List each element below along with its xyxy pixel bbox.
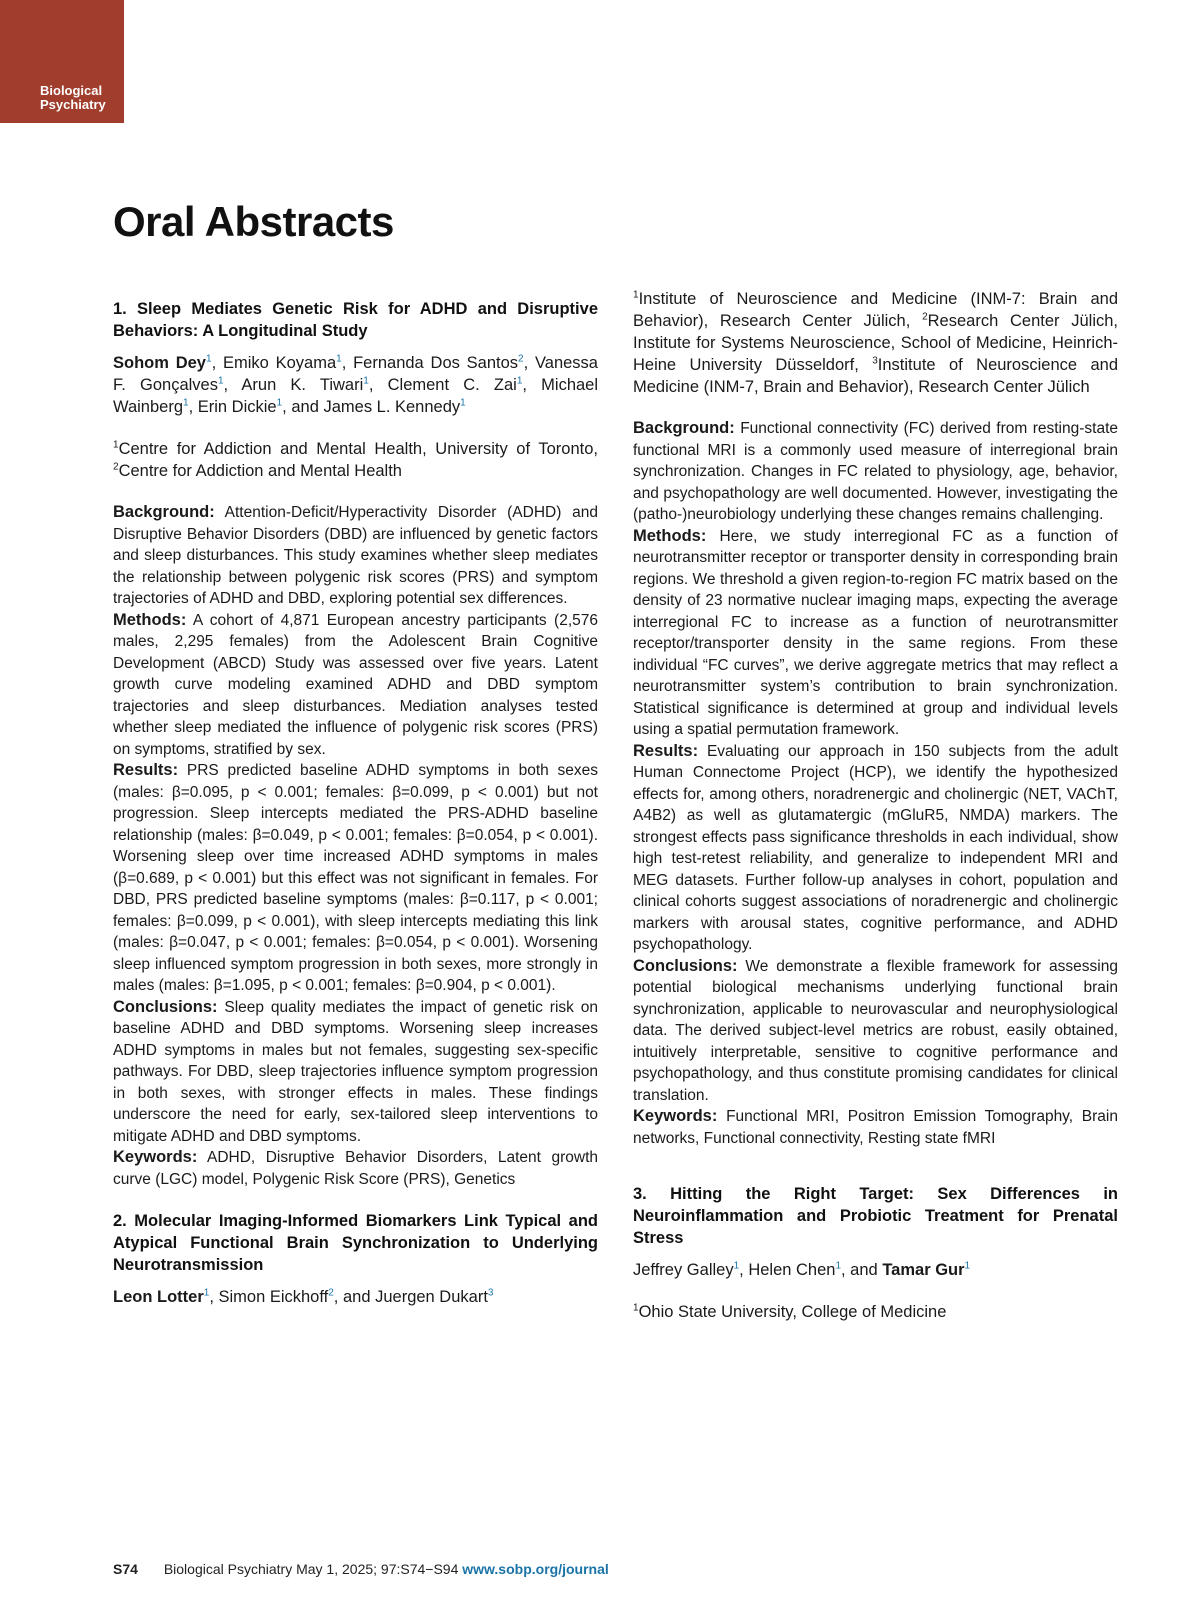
left-column [113, 298, 598, 1308]
author-name: Clement C. Zai [387, 376, 517, 394]
section-label: Conclusions: [113, 997, 218, 1016]
author-list: Sohom Dey$^1$, Emiko Koyama$^1$, Fernanda Dos Santos$^2$, Vanessa F. Gonçalves$^1$, Arun K. Tiwari$^1$, Clement C. Zai$^1$, Michael Wainberg$^1$, Erin Dickie$^1$, and James L. Kennedy$^1$ [113, 353, 599, 416]
affiliation-text: Research Center Jülich, Institute for Systems Neuroscience, School of Medicine, Heinrich-Heine University Düsseldorf, [633, 312, 1119, 374]
abstract-section [633, 741, 1118, 956]
section-label: Background: [633, 419, 735, 437]
section-text: Here, we study interregional FC as a function of neurotransmitter receptor or transporter density in corresponding brain regions. We threshold a given region-to-region FC matrix based on the density of 23 normative nuclear imaging maps, expecting the average interregional FC to increase as a function of neurotransmitter receptor/transporter density in the same regions. From these individual “FC curves”, we derive aggregate metrics that may reflect a neurotransmitter system’s contribution to brain synchronization. Statistical significance is determined at group and individual levels using a spatial permutation framework. [633, 527, 1118, 738]
author-affiliation-marker: 1 [336, 353, 342, 365]
author-affiliation-marker: 1 [206, 353, 212, 365]
section-text: PRS predicted baseline ADHD symptoms in both sexes (males: β=0.095, p < 0.001; females: β=0.099, p < 0.001) but not progression. Sleep intercepts mediated the PRS-ADHD baseline relationship (males: β=0.049, p < 0.001; females: β=0.054, p < 0.001). Worsening sleep over time increased ADHD symptoms in males (β=0.689, p < 0.001) but this effect was not significant in females. For DBD, PRS predicted baseline symptoms (males: β=0.117, p < 0.001; females: β=0.099, p < 0.001), with sleep intercepts mediating this link (males: β=0.047, p < 0.001; females: β=0.054, p < 0.001). Worsening sleep influenced symptom progression in both sexes, more strongly in males (males: β=1.095, p < 0.001; females: β=0.904, p < 0.001). [113, 762, 598, 994]
author-affiliation-marker: 3 [487, 1287, 494, 1299]
affiliation-text: Institute of Neuroscience and Medicine (INM-7: Brain and Behavior), Research Center Jülich, [633, 290, 1118, 330]
abstract-1 [113, 298, 598, 1190]
abstract-section [113, 502, 598, 610]
right-column [633, 289, 1119, 1323]
section-text: Sleep quality mediates the impact of genetic risk on baseline ADHD and DBD symptoms. Worsening sleep increases ADHD symptoms in males but not females, suggesting sex-specific pathways. For DBD, sleep trajectories influence symptom progression in both sexes, with stronger effects in males. These findings underscore the need for early, sex-tailored sleep interventions to mitigate ADHD and DBD symptoms. [113, 998, 598, 1145]
author-name: Helen Chen [748, 1261, 836, 1279]
author-affiliation-marker: 1 [964, 1260, 971, 1272]
abstract-3 [633, 1183, 1118, 1323]
abstract-section [113, 610, 598, 761]
author-affiliation-marker: 1 [183, 397, 189, 409]
author-list: Leon Lotter$^1$, Simon Eickhoff$^2$, and Juergen Dukart$^3$ [113, 1287, 494, 1306]
abstract-section [633, 1106, 1118, 1149]
affiliation-marker: 3 [872, 355, 878, 367]
affiliation-marker: 1 [633, 289, 639, 301]
page-number: S74 [113, 1561, 138, 1577]
abstract-title: 3. Hitting the Right Target: Sex Differences in Neuroinflammation and Probiotic Treatment for Prenatal Stress [633, 1185, 1118, 1247]
section-text: Attention-Deficit/Hyperactivity Disorder (ADHD) and Disruptive Behavior Disorders (DBD) are influenced by genetic factors and sleep disturbances. This study examines whether sleep mediates the relationship between polygenic risk scores (PRS) and symptom trajectories of ADHD and DBD, exploring potential sex differences. [113, 504, 598, 607]
section-text: A cohort of 4,871 European ancestry participants (2,576 males, 2,295 females) from the Adolescent Brain Cognitive Development (ABCD) Study was assessed over five years. Latent growth curve modeling examined ADHD and DBD symptom trajectories and sleep disturbances. Mediation analyses tested whether sleep mediated the influence of polygenic risk scores (PRS) on symptoms, stratified by sex. [113, 611, 598, 758]
author-affiliation-marker: 1 [276, 397, 283, 409]
journal-badge-line: Psychiatry [40, 97, 106, 112]
section-text: We demonstrate a flexible framework for assessing potential biological mechanisms underlying functional brain synchronization, applicable to neurovascular and neurophysiological data. The derived subject-level metrics are robust, easily obtained, intuitively interpretable, sensitive to cognitive performance and psychopathology, and thus constitute promising candidates for clinical translation. [633, 957, 1118, 1104]
abstract-section [633, 418, 1118, 526]
section-label: Results: [113, 761, 179, 779]
abstract-body [633, 418, 1118, 1149]
affiliation-marker: 2 [113, 461, 119, 473]
affiliation-marker: 2 [922, 311, 928, 323]
affiliation-marker: 1 [113, 439, 119, 451]
section-title: Oral Abstracts [113, 198, 394, 245]
author-name: Juergen Dukart [375, 1288, 488, 1306]
abstract-title: 2. Molecular Imaging-Informed Biomarkers Link Typical and Atypical Functional Brain Synchronization to Underlying Neurotransmission [113, 1212, 598, 1274]
section-text: Evaluating our approach in 150 subjects from the adult Human Connectome Project (HCP), we identify the hypothesized effects for, among others, noradrenergic and cholinergic (NET, VAChT, A4B2) as well as glutamatergic (mGluR5, NMDA) markers. The strongest effects pass significance thresholds in each individual, show high test-retest reliability, and generalize to independent MRI and MEG datasets. Further follow-up analyses in cohort, population and clinical cohorts suggest associations of noradrenergic and cholinergic markers with arousal states, cognitive performance, and ADHD psychopathology. [633, 742, 1118, 953]
section-text: Functional connectivity (FC) derived from resting-state functional MRI is a commonly used measure of interregional brain synchronization. Changes in FC related to physiology, age, behavior, and psychopathology are well documented. However, investigating the (patho-)neurobiology underlying these changes remains challenging. [633, 420, 1118, 523]
section-label: Keywords: [113, 1148, 198, 1166]
abstract-section [633, 956, 1118, 1107]
author-name: James L. Kennedy [323, 398, 461, 416]
abstract-section [113, 760, 598, 997]
abstract-body [113, 502, 598, 1190]
affiliation-list [113, 438, 598, 482]
author-name: Emiko Koyama [222, 354, 337, 372]
author-affiliation-marker: 1 [203, 1287, 210, 1299]
author-affiliation-marker: 1 [835, 1260, 842, 1272]
affiliation-text: Institute of Neuroscience and Medicine (INM-7, Brain and Behavior), Research Center Jülich [633, 356, 1118, 396]
author-name: Vanessa F. Gonçalves [113, 354, 598, 394]
affiliation-list [633, 288, 1118, 398]
affiliation-marker: 1 [633, 1302, 639, 1314]
abstract-2-header [113, 1210, 598, 1308]
author-affiliation-marker: 1 [363, 375, 369, 387]
section-text: Functional MRI, Positron Emission Tomography, Brain networks, Functional connectivity, Resting state fMRI [633, 1108, 1118, 1147]
section-text: ADHD, Disruptive Behavior Disorders, Latent growth curve (LGC) model, Polygenic Risk Score (PRS), Genetics [113, 1149, 598, 1188]
abstract-title: 1. Sleep Mediates Genetic Risk for ADHD and Disruptive Behaviors: A Longitudinal Study [113, 300, 598, 340]
author-name: Fernanda Dos Santos [353, 354, 519, 372]
section-label: Methods: [633, 526, 707, 545]
affiliation-text: Ohio State University, College of Medicine [638, 1303, 947, 1321]
affiliation-text: Centre for Addiction and Mental Health [118, 462, 402, 480]
journal-badge-line: Biological [40, 83, 103, 98]
section-label: Results: [633, 741, 699, 760]
journal-citation: Biological Psychiatry May 1, 2025; 97:S74−S94 [163, 1561, 459, 1577]
author-name: Tamar Gur [882, 1261, 965, 1279]
author-name: Jeffrey Galley [633, 1261, 734, 1279]
abstract-section [113, 997, 598, 1148]
affiliation-text: Centre for Addiction and Mental Health, University of Toronto, [118, 440, 598, 458]
author-affiliation-marker: 1 [733, 1260, 740, 1272]
section-label: Conclusions: [633, 956, 738, 975]
author-name: Leon Lotter [113, 1288, 204, 1306]
journal-link[interactable]: www.sobp.org/journal [462, 1561, 609, 1577]
author-name: Simon Eickhoff [218, 1288, 329, 1306]
author-affiliation-marker: 1 [460, 397, 466, 409]
author-name: Arun K. Tiwari [241, 376, 364, 394]
journal-badge [0, 0, 124, 123]
section-label: Background: [113, 503, 215, 521]
abstract-section [633, 526, 1118, 741]
abstract-section [113, 1147, 598, 1190]
author-affiliation-marker: 2 [518, 353, 524, 365]
author-affiliation-marker: 1 [516, 375, 523, 387]
author-list: Jeffrey Galley$^1$, Helen Chen$^1$, and Tamar Gur$^1$ [633, 1260, 971, 1279]
author-affiliation-marker: 2 [328, 1287, 334, 1299]
author-name: Erin Dickie [197, 398, 277, 416]
author-name: Sohom Dey [113, 354, 206, 372]
page-footer [113, 1561, 609, 1577]
section-label: Methods: [113, 610, 187, 629]
section-label: Keywords: [633, 1107, 718, 1125]
author-affiliation-marker: 1 [217, 375, 224, 387]
affiliation-list [633, 1301, 1118, 1323]
author-name: Michael Wainberg [113, 376, 599, 416]
